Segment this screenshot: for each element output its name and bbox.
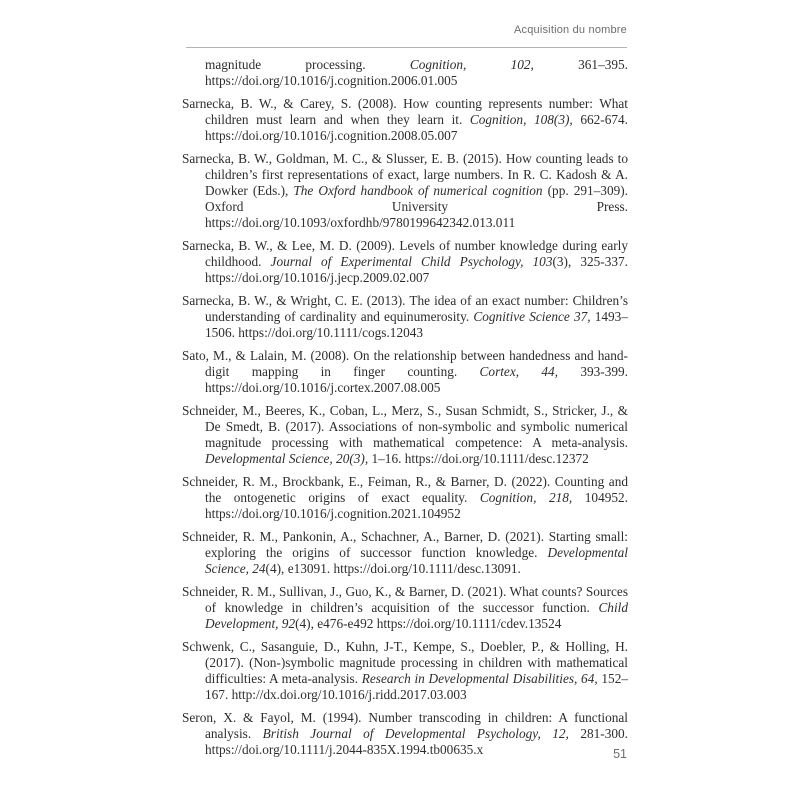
reference-text-segment: 281-300. https://doi.org/10.1111/j.2044-835X.1994.tb00635.x <box>205 726 629 757</box>
reference-entry <box>182 710 628 758</box>
reference-entry <box>182 293 628 341</box>
reference-entry <box>182 474 628 522</box>
page-number: 51 <box>613 747 627 761</box>
reference-text-segment: Schneider, M., Beeres, K., Coban, L., Merz, S., Susan Schmidt, S., Stricker, J., & De Smedt, B. (2017). Associations of non-symbolic and symbolic numerical magnitude processing with mathematical competence: A meta-analysis. <box>182 403 628 450</box>
reference-text-segment: 662-674. https://doi.org/10.1016/j.cognition.2008.05.007 <box>205 112 628 143</box>
reference-text-segment: Schneider, R. M., Pankonin, A., Schachner, A., Barner, D. (2021). Starting small: exploring the origins of successor function knowledge. <box>182 529 628 560</box>
reference-text-segment: Schneider, R. M., Brockbank, E., Feiman, R., & Barner, D. (2022). Counting and the ontogenetic origins of exact equality. <box>182 474 628 505</box>
reference-entry <box>182 96 628 144</box>
reference-entry <box>182 238 628 286</box>
reference-text-segment: Schneider, R. M., Sullivan, J., Guo, K., & Barner, D. (2021). What counts? Sources of knowledge in children’s acquisition of the successor function. <box>182 584 628 615</box>
reference-text-segment: 1–16. https://doi.org/10.1111/desc.12372 <box>368 451 589 466</box>
reference-italic-segment: Cognition, 102, <box>409 57 534 72</box>
reference-text-segment: Sarnecka, B. W., & Wright, C. E. (2013). The idea of an exact number: Children’s understanding of cardinality and equinumerosity. <box>182 293 628 324</box>
reference-text-segment: 1493–1506. https://doi.org/10.1111/cogs.12043 <box>205 309 628 340</box>
reference-text-segment: 393-399. https://doi.org/10.1016/j.cortex.2007.08.005 <box>205 364 629 395</box>
reference-text-segment: Schwenk, C., Sasanguie, D., Kuhn, J-T., Kempe, S., Doebler, P., & Holling, H. (2017). (Non-)symbolic magnitude processing in children with mathematical difficulties: A meta-analysis. <box>182 639 628 686</box>
reference-entry <box>182 529 628 577</box>
reference-text-segment: 104952. https://doi.org/10.1016/j.cognition.2021.104952 <box>205 490 628 521</box>
reference-entry <box>182 348 628 396</box>
reference-text-segment: magnitude processing. <box>205 57 410 72</box>
reference-text-segment: Seron, X. & Fayol, M. (1994). Number transcoding in children: A functional analysis. <box>182 710 628 741</box>
reference-text-segment: (4), e13091. https://doi.org/10.1111/desc.13091. <box>265 561 521 576</box>
reference-italic-segment: Research in Developmental Disabilities, 64, <box>361 671 598 686</box>
reference-italic-segment: Developmental Science, 24 <box>205 545 628 576</box>
reference-italic-segment: The Oxford handbook of numerical cognition <box>293 183 543 198</box>
reference-italic-segment: Cognition, 218, <box>479 490 573 505</box>
reference-text-segment: (3), 325-337. https://doi.org/10.1016/j.jecp.2009.02.007 <box>205 254 628 285</box>
reference-entry <box>182 403 628 467</box>
reference-text-segment: 361–395. https://doi.org/10.1016/j.cognition.2006.01.005 <box>205 57 628 88</box>
reference-list <box>182 57 628 765</box>
header-rule <box>186 47 627 48</box>
reference-text-segment: 152–167. http://dx.doi.org/10.1016/j.ridd.2017.03.003 <box>205 671 628 702</box>
reference-italic-segment: Cortex, 44, <box>479 364 559 379</box>
reference-entry <box>182 151 628 231</box>
reference-italic-segment: Journal of Experimental Child Psychology, 103 <box>270 254 553 269</box>
reference-entry <box>182 584 628 632</box>
reference-entry <box>182 639 628 703</box>
reference-italic-segment: Developmental Science, 20(3), <box>205 451 369 466</box>
reference-text-segment: (4), e476-e492 https://doi.org/10.1111/cdev.13524 <box>295 616 562 631</box>
reference-italic-segment: Cognition, 108(3), <box>469 112 573 127</box>
reference-text-segment: Sarnecka, B. W., & Carey, S. (2008). How counting represents number: What children must learn and when they learn it. <box>182 96 628 127</box>
reference-text-segment: Sarnecka, B. W., Goldman, M. C., & Slusser, E. B. (2015). How counting leads to children’s first representations of exact, large numbers. In R. C. Kadosh & A. Dowker (Eds.), <box>182 151 628 198</box>
reference-text-segment: Sato, M., & Lalain, M. (2008). On the relationship between handedness and hand-digit mapping in finger counting. <box>182 348 628 379</box>
reference-entry <box>182 57 628 89</box>
running-head: Acquisition du nombre <box>513 24 627 36</box>
reference-italic-segment: British Journal of Developmental Psychology, 12, <box>262 726 569 741</box>
reference-italic-segment: Child Development, 92 <box>205 600 628 631</box>
reference-text-segment: (pp. 291–309). Oxford University Press. https://doi.org/10.1093/oxfordhb/9780199642342.013.011 <box>205 183 628 230</box>
reference-text-segment: Sarnecka, B. W., & Lee, M. D. (2009). Levels of number knowledge during early childhood. <box>182 238 628 269</box>
reference-italic-segment: Cognitive Science 37, <box>473 309 591 324</box>
